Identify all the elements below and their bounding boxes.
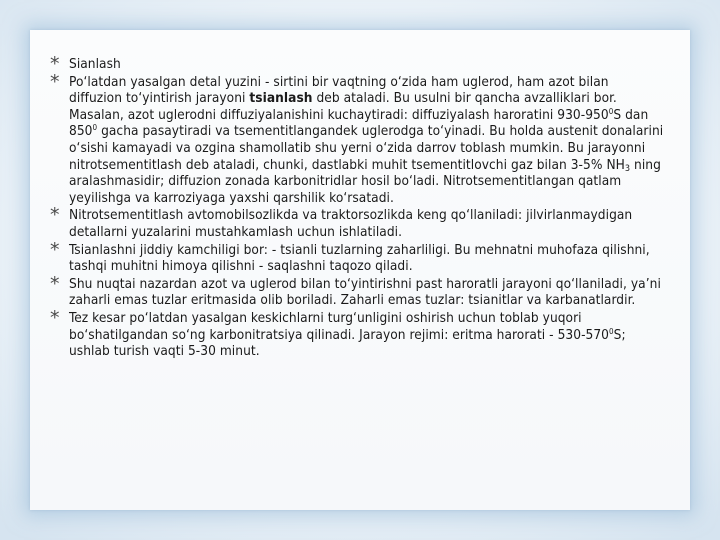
bullet-item [50,204,665,240]
bullet-text: Po‘latdan yasalgan detal yuzini - sirtini bir vaqtning o‘zida ham uglerod, ham azot bilan diffuzion to‘yintirish jarayoni [69,73,609,107]
degree-superscript: 0 [92,123,98,133]
bullet-text: deb ataladi. Bu usulni bir qancha avzalliklari bor. Masalan, azot uglerodni diffuziyalanishini kuchaytiradi: diffuziyalash haroratini 930-950 [69,90,617,123]
bullet-item [50,306,665,360]
bullet-marker-icon: * [50,238,60,261]
bullet-text: Nitrotsementitlash avtomobilsozlikda va traktorsozlikda keng qo‘llaniladi: jilvirlanmaydigan detallarni yuzalarini mustahkamlash uchun ishlatiladi. [69,207,633,240]
bullet-marker-icon: * [50,306,60,329]
bullet-text: S dan 850 [69,106,649,140]
bullet-text: ning aralashmasidir; diffuzion zonada karbonitridlar hosil bo‘ladi. Nitrotsementitlangan qatlam yeyilishga va karroziyaga yaxshi qarshilik ko‘rsatadi. [69,156,661,206]
degree-superscript: 0 [609,326,614,336]
bullet-item [50,53,665,75]
bullet-text: Shu nuqtai nazardan azot va uglerod bilan to‘yintirishni past haroratli jarayoni qo‘llaniladi, ya’ni zaharli emas tuzlar eritmasida olib boriladi. Zaharli emas tuzlar: tsianitlar va karbanatlardir. [69,275,661,309]
bullet-marker-icon: * [50,70,60,93]
bullet-text: Tsianlashni jiddiy kamchiligi bor: - tsianli tuzlarning zaharliligi. Bu mehnatni muhofaza qilishni, tashqi muhitni himoya qilishni - saqlashni taqozo qiladi. [69,241,650,275]
bullet-item [50,70,665,207]
bullet-bold-term: tsianlash [249,90,313,107]
bullet-marker-icon: * [50,272,60,295]
bullet-text: S; ushlab turish vaqti 5-30 minut. [69,326,626,360]
bullet-marker-icon: * [50,53,60,75]
bullet-item [50,238,665,275]
formula-subscript: 3 [624,163,631,174]
bullet-text: Sianlash [69,56,121,72]
degree-superscript: 0 [608,106,614,116]
bullet-list [50,53,665,361]
bullet-text: gacha pasaytiradi va tsementitlangandek uglerodga to‘yinadi. Bu holda austenit donalarini o‘sishi kamayadi va ozgina shamollatib shu yerni o‘zida darrov toblash mumkin. Bu jarayonni nitrotsementitlash deb ataladi, chunki, dastlabki muhit tsementitlovchi gaz bilan 3-5% NH [69,123,664,173]
bullet-item [50,272,665,309]
bullet-text: Tez kesar po‘latdan yasalgan keskichlarni turg‘unligini oshirish uchun toblab yuqori bo‘shatilgandan so‘ng karbonitratsiya qilinadi. Jarayon rejimi: eritma harorati - 530-570 [69,309,610,343]
bullet-marker-icon: * [50,204,60,227]
